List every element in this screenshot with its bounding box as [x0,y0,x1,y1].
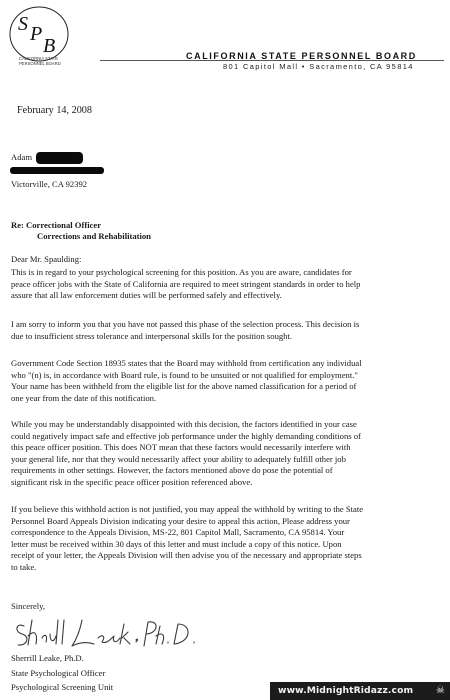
paragraph-factors [11,419,447,489]
paragraph-line: correspondence to the Appeals Division, MS-22, 801 Capitol Mall, Sacramento, CA 95814. Your [11,527,345,538]
watermark-text: www.MidnightRidazz.com [278,685,414,696]
paragraph-line: This is in regard to your psychological screening for this position. As you are aware, candidates for [11,267,352,277]
spb-logo [6,4,70,68]
svg-text:PERSONNEL BOARD: PERSONNEL BOARD [19,61,61,66]
subject-department: Corrections and Rehabilitation [37,231,151,241]
handwritten-signature [10,612,200,652]
paragraph-screening [11,267,447,302]
paragraph-line: due to insufficient stress tolerance and interpersonal skills for the position sought. [11,330,292,341]
recipient-name: Adam [11,152,33,162]
skull-icon: ☠ [435,685,445,696]
svg-text:CALIFORNIA STATE: CALIFORNIA STATE [19,56,58,61]
paragraph-line: one year from the date of this notification. [11,392,157,403]
svg-text:S: S [18,13,28,35]
redaction-bar [10,167,104,174]
paragraph-line: letter must be received within 30 days of this letter and must include a copy of this notice. Upon [11,538,342,549]
paragraph-line: assure that all law enforcement duties will be performed safely and effectively. [11,290,282,301]
closing: Sincerely, [11,601,46,611]
paragraph-line: significant risk in the specific peace officer position referenced above. [11,476,253,487]
signer-unit: Psychological Screening Unit [11,682,114,692]
paragraph-line: Your name has been withheld from the eligible list for the above named classification for a period of [11,381,357,392]
paragraph-line: While you may be understandably disappointed with this decision, the factors identified in your case [11,419,357,429]
salutation: Dear Mr. Spaulding: [11,254,82,264]
paragraph-government-code [11,358,447,404]
paragraph-line: to take. [11,561,37,572]
redaction-bar [36,152,83,164]
subject-line: Re: Correctional Officer [11,220,102,230]
signer-title: State Psychological Officer [11,668,106,678]
paragraph-decision [11,319,447,342]
paragraph-line: who "(n) is, in accordance with Board rule, is found to be unsuited or not qualified for employment." [11,369,358,380]
paragraph-line: Government Code Section 18935 states that the Board may withhold from certification any individual [11,358,362,368]
paragraph-line: peace officer jobs with the State of California are required to meet stringent standards in order to help [11,278,361,289]
paragraph-line: If you believe this withhold action is not justified, you may appeal the withhold by writing to the State [11,504,364,514]
paragraph-line: I am sorry to inform you that you have not passed this phase of the selection process. This decision is [11,319,360,329]
website-watermark [270,682,450,700]
signer-name: Sherrill Leake, Ph.D. [11,653,84,663]
org-address: 801 Capitol Mall • Sacramento, CA 95814 [223,62,414,71]
letter-date: February 14, 2008 [17,105,92,116]
paragraph-line: your general life, nor that they would necessarily affect your ability to adequately fulfill other job [11,453,346,464]
svg-text:B: B [43,35,56,57]
paragraph-line: receipt of your letter, the Appeals Division will then advise you of the necessary and appropriate steps [11,550,362,561]
paragraph-line: requirements in other settings. However, the factors mentioned above do pose the potential of [11,465,333,476]
paragraph-line: could negatively impact safe and effective job performance under the highly demanding conditions of [11,430,361,441]
paragraph-line: Personnel Board Appeals Division indicating your desire to appeal this action, Please address your [11,515,350,526]
recipient-city: Victorville, CA 92392 [11,179,88,189]
paragraph-appeal [11,504,447,574]
svg-text:P: P [30,23,43,45]
org-name: CALIFORNIA STATE PERSONNEL BOARD [186,51,417,61]
paragraph-line: this peace officer position. This does NOT mean that these factors would necessarily interfere with [11,442,351,453]
